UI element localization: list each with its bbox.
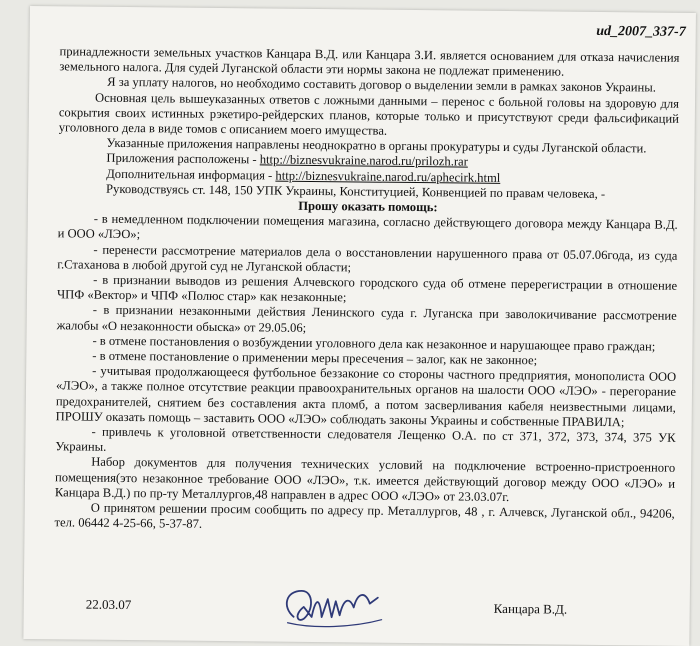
additional-info-link[interactable]: http://biznesvukraine.narod.ru/aphecirk.html xyxy=(275,168,501,185)
document-code: ud_2007_337-7 xyxy=(596,23,686,40)
signer-name: Канцара В.Д. xyxy=(493,600,568,617)
paragraph-3: Основная цель вышеуказанных ответов с ложными данными – перенос с больной головы на здоровую для сокрытия своих истинных рэкетиро-рейдерских планов, которые только и присутствуют среди фальсификаций уголовного дела в виде томов с описанием моего имущества. xyxy=(58,90,680,138)
document-date: 22.03.07 xyxy=(85,596,132,613)
paragraph-7: Руководствуясь ст. 148, 150 УПК Украины, Конституцией, Конвенцией по правам человека, - xyxy=(106,181,606,201)
request-heading: Прошу оказать помощь: xyxy=(298,198,438,215)
document-sheet xyxy=(23,6,696,646)
paragraph-2: Я за уплату налогов, но необходимо составить договор о выделении земли в рамках законов Украины. xyxy=(107,75,657,95)
additional-info-label: Дополнительная информация - xyxy=(106,166,276,183)
request-item: - перенести рассмотрение материалов дела о восстановлении нарушенного права от 05.07.06года, из суда г.Стаханова в любой другой суд не Луганской области; xyxy=(57,242,678,275)
request-item: - в отмене постановления о возбуждении уголовного дела как незаконное и нарушающее право граждан; xyxy=(92,333,656,354)
paragraph-9: О принятом решении просим сообщить по адресу пр. Металлургов, 48 , г. Алчевск, Луганской обл., 94206, тел. 06442 4-25-66, 5-37-87. xyxy=(54,500,675,532)
request-item: - привлечь к уголовной ответственности следователя Лещенко О.А. по ст 371, 372, 373, 374, 375 УК Украины. xyxy=(55,424,676,455)
attachments-link[interactable]: http://biznesvukraine.narod.ru/prilozh.rar xyxy=(259,152,468,170)
request-item: - в немедленном подключении помещения магазина, согласно действующего договора между Канцара В.Д. и ООО «ЛЭО»; xyxy=(57,211,678,242)
paragraph-8: Набор документов для получения технических условий на подключение встроенно-пристроенного помещения(это незаконное требование ООО «ЛЭО», т.к. имеется действующий договор между ООО «ЛЭО» и Канцара В.Д.) по пр-ту Металлургов,48 направлен в адрес ООО «ЛЭО» от 23.03.07г. xyxy=(54,455,676,504)
paragraph-4: Указанные приложения направлены неоднократно в органы прокуратуры и суды Луганской области. xyxy=(106,136,647,156)
paragraph-1: принадлежности земельных участков Канцара В.Д. или Канцара З.И. является основанием для отказа начисления земельного налога. Для судей Луганской области эти нормы закона не подлежат применению. xyxy=(59,44,680,79)
attachments-label: Приложения расположены - xyxy=(106,151,260,167)
request-item: - в признании выводов из решения Алчевского городского суда об отмене перерегистрации в отношение ЧПФ «Вектор» и ЧПФ «Полюс стар» как незаконные; xyxy=(56,272,678,305)
document-body xyxy=(55,44,680,537)
request-item: - в признании незаконными действия Ленинского суда г. Луганска при заволокичивание рассмотрение жалобы «О незаконности обыска» от 29.05.06; xyxy=(56,303,677,335)
handwritten-signature xyxy=(273,577,394,638)
request-item: - в отмене постановление о применении меры пресечения – залог, как не законное; xyxy=(92,348,538,368)
request-item: - учитывая продолжающееся футбольное беззаконие со стороны частного предприятия, монополиста ООО «ЛЭО», а также полное отсутствие реакции правоохранительных органов на шалости ООО «ЛЭО» - перегорание предохранителей, снятием без составления акта пломб, а потом засверливания кабеля неизвестными лицами, ПРОШУ оказать помощь – заставить ООО «ЛЭО» соблюдать законы Украины и собственные ПРАВИЛА; xyxy=(55,363,677,430)
